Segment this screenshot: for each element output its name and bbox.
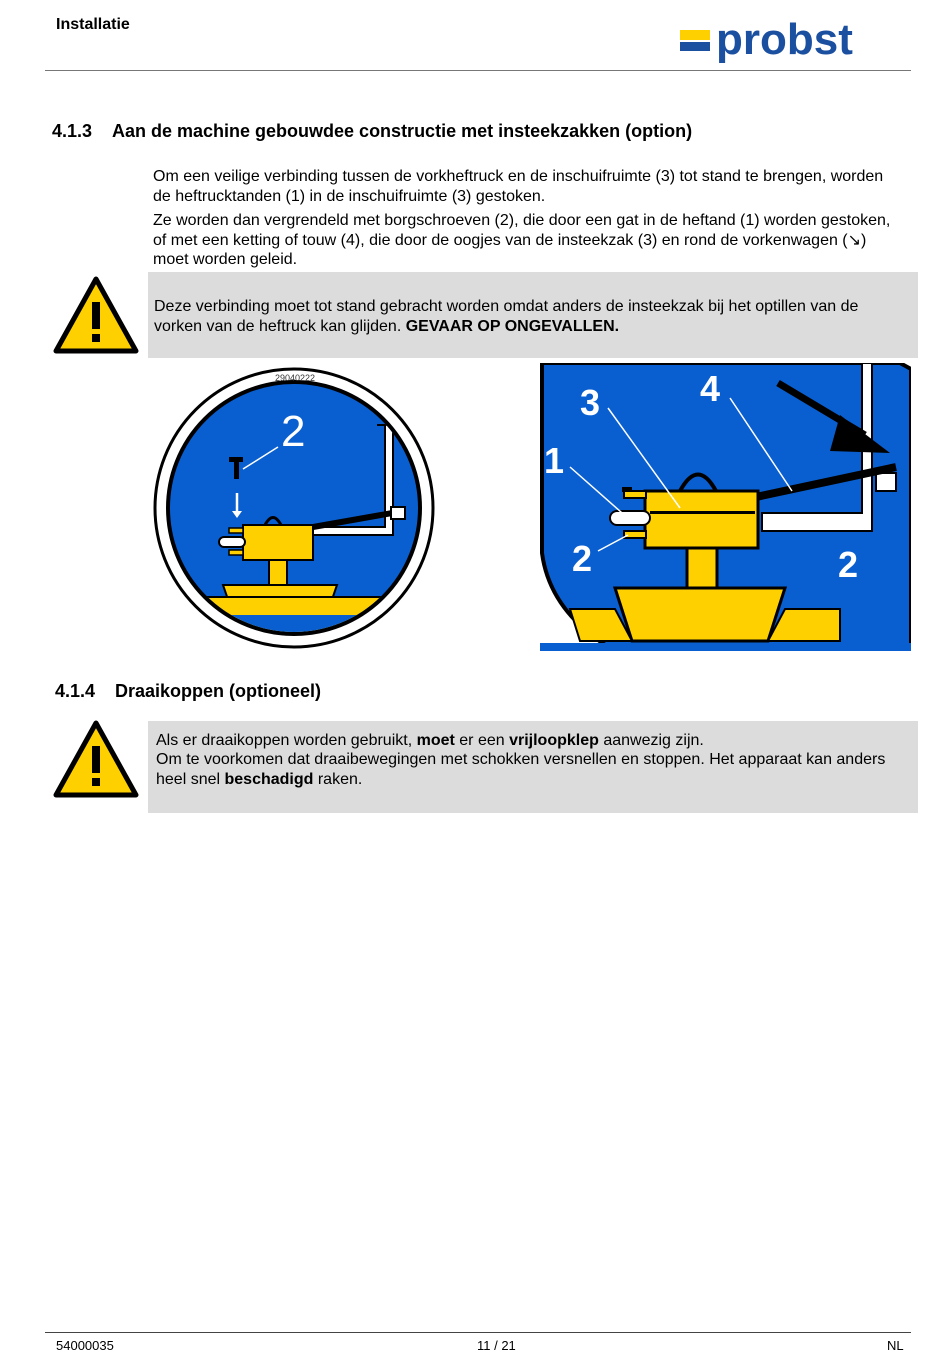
text-segment: Als er draaikoppen worden gebruikt, <box>156 732 417 749</box>
figure-label-4: 4 <box>700 368 721 409</box>
section-number: 4.1.4 <box>55 681 96 701</box>
section-heading-4-1-3 <box>52 121 692 142</box>
warning-box <box>148 721 918 813</box>
figure-pocket-chain-detail <box>540 363 911 651</box>
footer-language: NL <box>887 1338 904 1353</box>
bold-beschadigd: beschadigd <box>224 770 314 788</box>
probst-logo <box>680 20 905 68</box>
figure-label-2-left: 2 <box>572 538 593 579</box>
figure-pocket-locking-bolt <box>153 365 435 651</box>
section-heading-4-1-4 <box>55 681 321 702</box>
figure-label-3: 3 <box>580 382 601 423</box>
figure-label-1: 1 <box>544 440 565 481</box>
warning-box <box>148 272 918 358</box>
warning-triangle-icon <box>53 276 139 354</box>
section-title: Aan de machine gebouwdee constructie met insteekzakken (option) <box>112 121 693 141</box>
footer-divider <box>45 1332 911 1333</box>
figure-label-2-right: 2 <box>838 544 859 585</box>
page-header-title: Installatie <box>56 16 130 33</box>
text-segment: Om te voorkomen dat draaibewegingen met schokken versnellen en stoppen. Het apparaat kan anders heel snel <box>156 751 886 788</box>
warning-triangle-icon <box>53 720 139 798</box>
bold-moet: moet <box>416 732 455 749</box>
footer-doc-number: 54000035 <box>56 1338 114 1353</box>
paragraph-1: Om een veilige verbinding tussen de vorkheftruck en de inschuifruimte (3) tot stand te brengen, worden de heftrucktanden (1) in de inschuifruimte (3) gestoken. <box>153 168 884 205</box>
section-title: Draaikoppen (optioneel) <box>115 681 322 701</box>
warning-text-line-2 <box>156 750 896 789</box>
figure-code: 29040222 <box>275 373 316 383</box>
warning-text <box>154 297 904 336</box>
text-segment: raken. <box>313 770 363 788</box>
text-segment: er een <box>454 732 510 749</box>
section-number: 4.1.3 <box>52 121 93 141</box>
logo-text: probst <box>716 20 853 64</box>
warning-message: Deze verbinding moet tot stand gebracht worden omdat anders de insteekzak bij het optillen van de vorken van de heftruck kan glijden. <box>154 298 859 335</box>
warning-text-line-1 <box>156 731 896 751</box>
figure-label-2: 2 <box>281 407 306 456</box>
bold-vrijloopklep: vrijloopklep <box>509 732 599 749</box>
header-divider <box>45 70 911 71</box>
paragraph-2: Ze worden dan vergrendeld met borgschroeven (2), die door een gat in de heftand (1) worden gestoken, of met een ketting of touw (4), die door de oogjes van de insteekzak (3) en rond de vorkenwagen (↘) moet worden geleid. <box>153 212 891 268</box>
text-segment: aanwezig zijn. <box>598 732 704 749</box>
warning-danger-label: GEVAAR OP ONGEVALLEN. <box>405 317 620 335</box>
footer-page-number: 11 / 21 <box>477 1338 516 1353</box>
